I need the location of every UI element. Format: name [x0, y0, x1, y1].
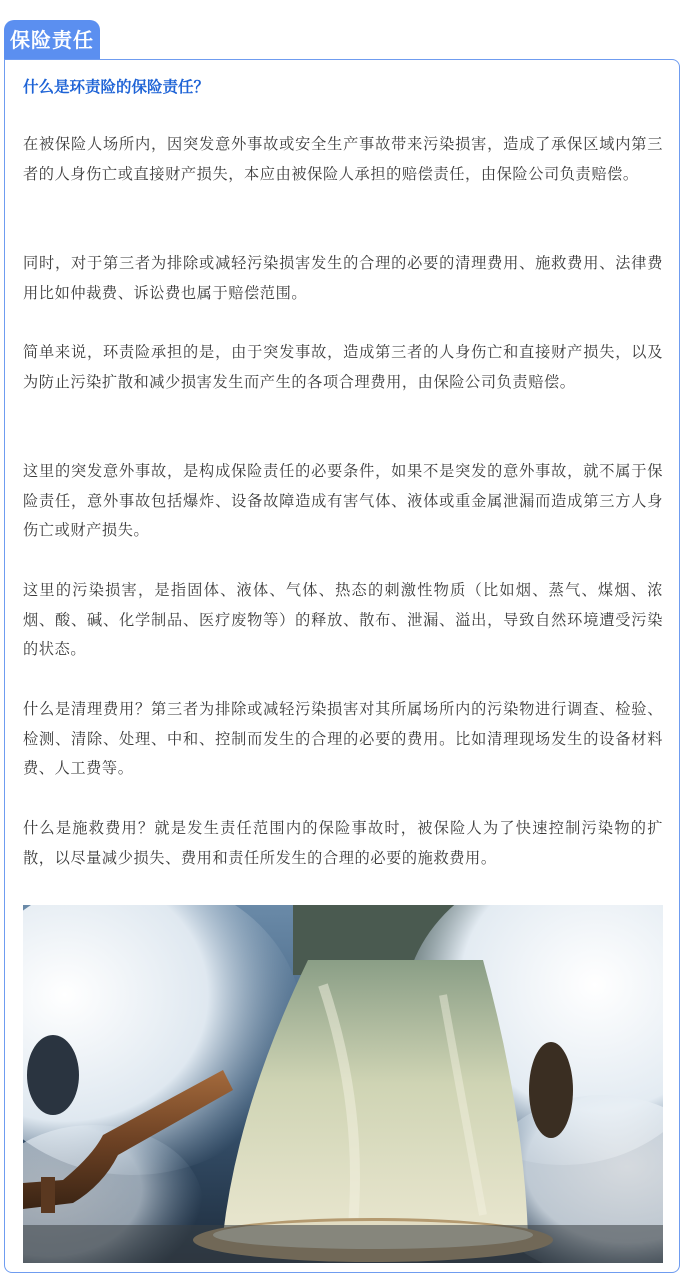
- paragraph-cleanup-cost: 什么是清理费用？第三者为排除或减轻污染损害对其所属场所内的污染物进行调查、检验、检测、清除、处理、中和、控制而发生的合理的必要的费用。比如清理现场发生的设备材料费、人工费等。: [23, 700, 663, 777]
- paragraph-rescue-cost: 什么是施救费用？就是发生责任范围内的保险事故时，被保险人为了快速控制污染物的扩散，以尽量减少损失、费用和责任所发生的合理的必要的施救费用。: [23, 819, 663, 867]
- paragraph-cost-coverage: 同时，对于第三者为排除或减轻污染损害发生的合理的必要的清理费用、施救费用、法律费用比如仲裁费、诉讼费也属于赔偿范围。: [23, 254, 663, 302]
- content-card: [4, 59, 680, 1273]
- paragraph-sudden-accident: 这里的突发意外事故，是构成保险责任的必要条件，如果不是突发的意外事故，就不属于保险责任，意外事故包括爆炸、设备故障造成有害气体、液体或重金属泄漏而造成第三方人身伤亡或财产损失。: [23, 462, 663, 539]
- paragraph-liability-definition: 在被保险人场所内，因突发意外事故或安全生产事故带来污染损害，造成了承保区域内第三者的人身伤亡或直接财产损失，本应由被保险人承担的赔偿责任，由保险公司负责赔偿。: [23, 135, 663, 183]
- paragraph-summary: 简单来说，环责险承担的是，由于突发事故，造成第三者的人身伤亡和直接财产损失，以及为防止污染扩散和减少损害发生而产生的各项合理费用，由保险公司负责赔偿。: [23, 343, 663, 391]
- article-body: [23, 74, 663, 867]
- paragraph-pollution-damage: 这里的污染损害，是指固体、液体、气体、热态的刺激性物质（比如烟、蒸气、煤烟、浓烟、酸、碱、化学制品、医疗废物等）的释放、散布、泄漏、溢出，导致自然环境遭受污染的状态。: [23, 581, 663, 658]
- question-title: 什么是环责险的保险责任？: [23, 78, 210, 96]
- section-tab: 保险责任: [4, 20, 100, 60]
- pollution-discharge-photo: [23, 905, 663, 1263]
